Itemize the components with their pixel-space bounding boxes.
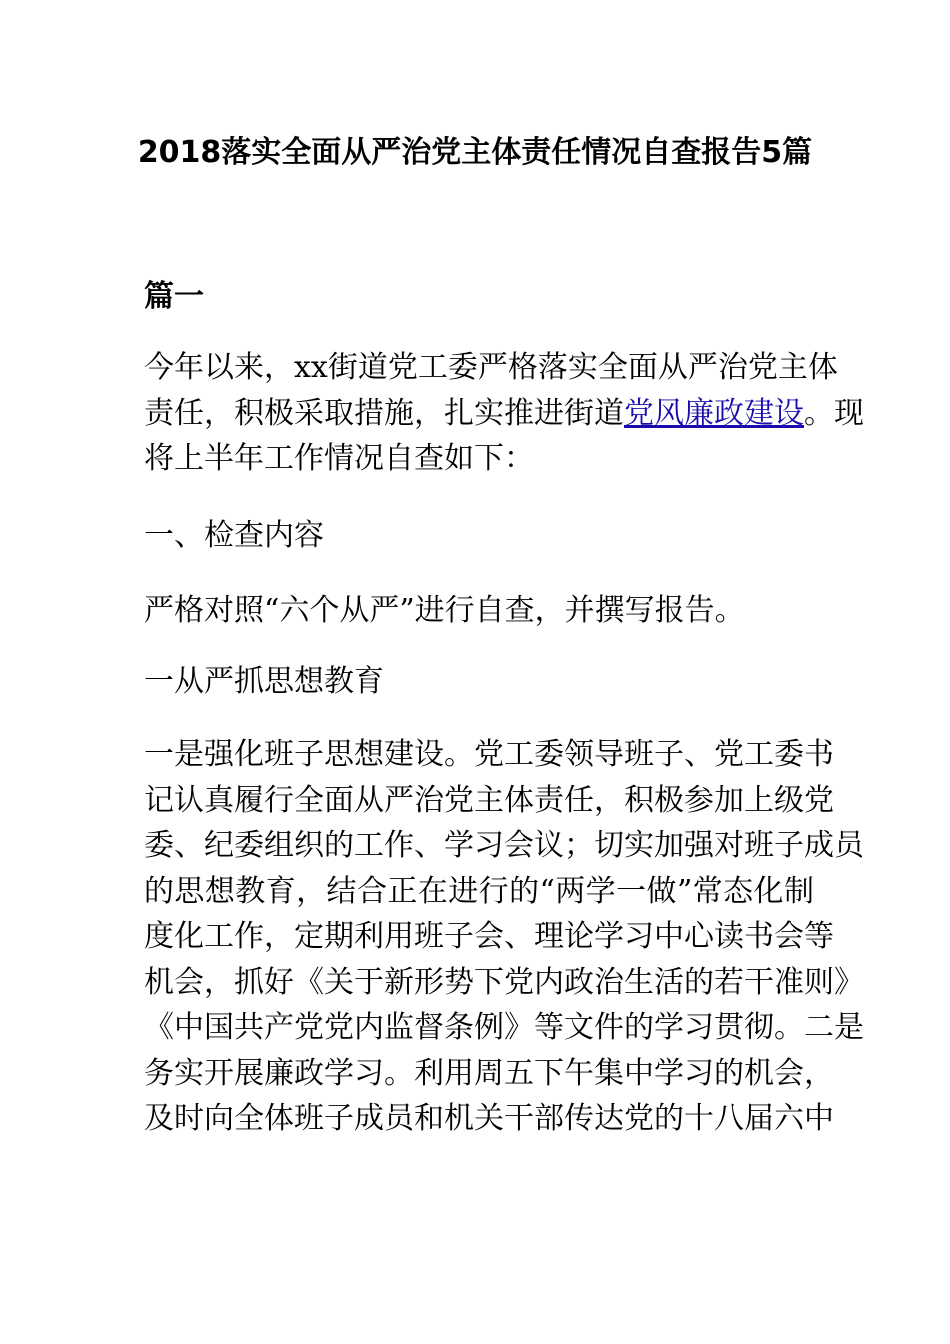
main-line: 的思想教育，结合正在进行的“两学一做”常态化制 xyxy=(144,873,814,909)
main-line: 及时向全体班子成员和机关干部传达党的十八届六中 xyxy=(144,1101,834,1136)
intro-line-2-tail: 。现 xyxy=(804,395,864,431)
intro-line-3: 将上半年工作情况自查如下： xyxy=(144,441,534,476)
subheading-ideological-education: 一从严抓思想教育 xyxy=(144,664,384,699)
intro-line-2 xyxy=(144,391,864,437)
main-paragraph xyxy=(144,732,864,1142)
intro-line-2-text: 责任，积极采取措施，扎实推进街道 xyxy=(144,395,624,431)
intro-paragraph xyxy=(144,345,864,482)
main-line: 务实开展廉政学习。利用周五下午集中学习的机会， xyxy=(144,1055,834,1091)
party-integrity-link[interactable]: 党风廉政建设 xyxy=(624,395,804,431)
main-line: 《中国共产党党内监督条例》等文件的学习贯彻。二是 xyxy=(144,1010,864,1045)
main-line: 一是强化班子思想建设。党工委领导班子、党工委书 xyxy=(144,737,834,772)
main-line: 委、纪委组织的工作、学习会议；切实加强对班子成员 xyxy=(144,828,864,863)
main-line: 记认真履行全面从严治党主体责任，积极参加上级党 xyxy=(144,782,834,818)
document-title: 2018落实全面从严治党主体责任情况自查报告5篇 xyxy=(137,135,813,170)
intro-line-1: 今年以来，xx街道党工委严格落实全面从严治党主体 xyxy=(144,350,838,385)
section-heading: 篇一 xyxy=(144,279,204,314)
main-line: 机会，抓好《关于新形势下党内政治生活的若干准则》 xyxy=(144,964,864,1000)
main-line: 度化工作，定期利用班子会、理论学习中心读书会等 xyxy=(144,919,834,954)
paragraph-check: 严格对照“六个从严”进行自查，并撰写报告。 xyxy=(144,593,745,628)
subheading-check-content: 一、检查内容 xyxy=(144,518,324,553)
